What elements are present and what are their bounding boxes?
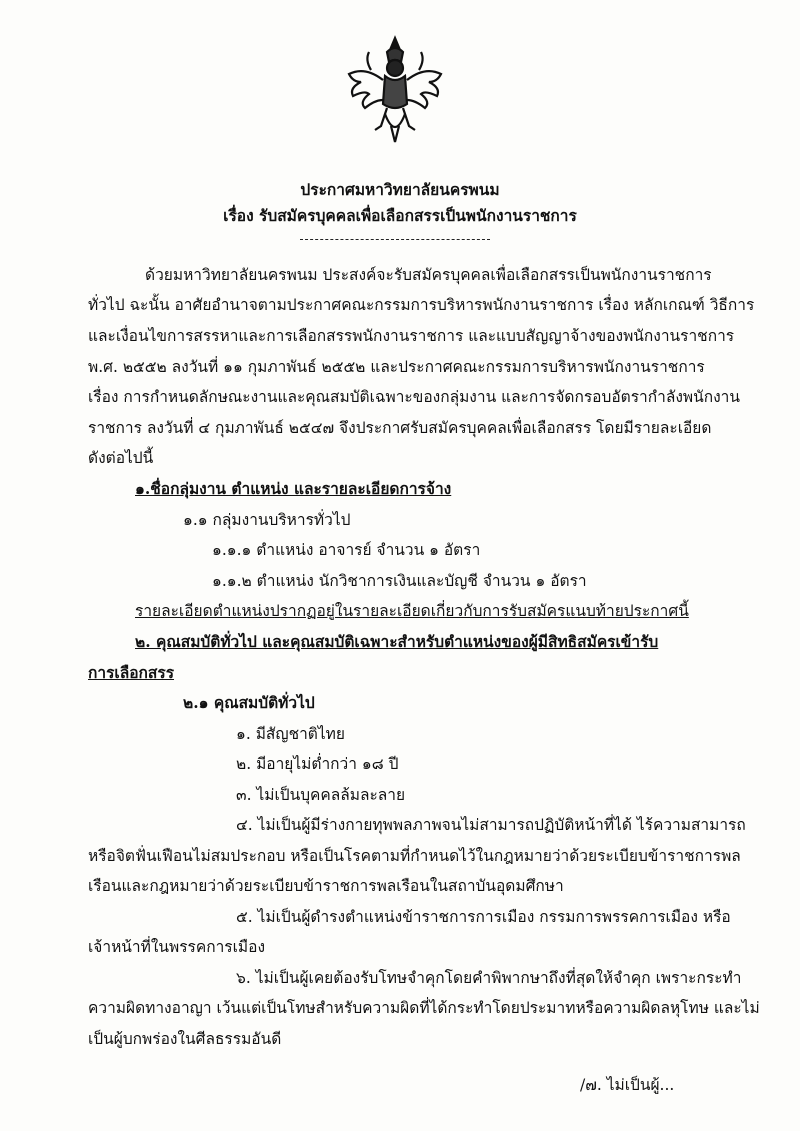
position-item: ๑.๑.๒ ตำแหน่ง นักวิชาการเงินและบัญชี จำนวน ๑ อัตรา bbox=[212, 572, 587, 590]
section-2-heading-cont: การเลือกสรร bbox=[88, 663, 175, 682]
intro-line: พ.ศ. ๒๕๕๒ ลงวันที่ ๑๑ กุมภาพันธ์ ๒๕๕๒ และประกาศคณะกรรมการบริหารพนักงานราชการ bbox=[88, 358, 705, 376]
intro-line: ด้วยมหาวิทยาลัยนครพนม ประสงค์จะรับสมัครบุคคลเพื่อเลือกสรรเป็นพนักงานราชการ bbox=[145, 266, 712, 284]
intro-line: เรื่อง การกำหนดลักษณะงานและคุณสมบัติเฉพาะของกลุ่มงาน และการจัดกรอบอัตรากำลังพนักงาน bbox=[88, 388, 740, 406]
section-2-heading: ๒. คุณสมบัติทั่วไป และคุณสมบัติเฉพาะสำหรับตำแหน่งของผู้มีสิทธิสมัครเข้ารับ bbox=[135, 632, 659, 651]
intro-line: ทั่วไป ฉะนั้น อาศัยอำนาจตามประกาศคณะกรรมการบริหารพนักงานราชการ เรื่อง หลักเกณฑ์ วิธีการ bbox=[88, 296, 755, 314]
intro-line: ดังต่อไปนี้ bbox=[88, 449, 154, 467]
qualification-item-cont: เป็นผู้บกพร่องในศีลธรรมอันดี bbox=[88, 1030, 282, 1048]
intro-line: และเงื่อนไขการสรรหาและการเลือกสรรพนักงานราชการ และแบบสัญญาจ้างของพนักงานราชการ bbox=[88, 327, 735, 345]
position-item: ๑.๑.๑ ตำแหน่ง อาจารย์ จำนวน ๑ อัตรา bbox=[212, 541, 481, 559]
section-1-note: รายละเอียดตำแหน่งปรากฏอยู่ในรายละเอียดเกี่ยวกับการรับสมัครแนบท้ายประกาศนี้ bbox=[135, 602, 689, 620]
qualification-item: ๔. ไม่เป็นผู้มีร่างกายทุพพลภาพจนไม่สามารถปฏิบัติหน้าที่ได้ ไร้ความสามารถ bbox=[236, 816, 746, 834]
document-subject: เรื่อง รับสมัครบุคคลเพื่อเลือกสรรเป็นพนักงานราชการ bbox=[223, 206, 577, 225]
qualification-item-cont: ความผิดทางอาญา เว้นแต่เป็นโทษสำหรับความผิดที่ได้กระทำโดยประมาทหรือความผิดลหุโทษ และไม่ bbox=[88, 999, 760, 1017]
qualification-item: ๒. มีอายุไม่ต่ำกว่า ๑๘ ปี bbox=[236, 755, 399, 773]
garuda-emblem-icon bbox=[335, 30, 455, 150]
qualification-item: ๓. ไม่เป็นบุคคลล้มละลาย bbox=[236, 786, 406, 804]
document-title: ประกาศมหาวิทยาลัยนครพนม bbox=[300, 180, 500, 199]
intro-line: ราชการ ลงวันที่ ๔ กุมภาพันธ์ ๒๕๔๗ จึงประกาศรับสมัครบุคคลเพื่อเลือกสรร โดยมีรายละเอียด bbox=[88, 419, 712, 437]
section-2-sub: ๒.๑ คุณสมบัติทั่วไป bbox=[183, 693, 315, 712]
qualification-item-cont: หรือจิตฟั่นเฟือนไม่สมประกอบ หรือเป็นโรคตามที่กำหนดไว้ในกฎหมายว่าด้วยระเบียบข้าราชการพล bbox=[88, 847, 741, 865]
page-continuation: /๗. ไม่เป็นผู้... bbox=[580, 1076, 675, 1094]
section-1-group: ๑.๑ กลุ่มงานบริหารทั่วไป bbox=[183, 511, 351, 529]
qualification-item-cont: เจ้าหน้าที่ในพรรคการเมือง bbox=[88, 938, 266, 956]
title-divider bbox=[300, 239, 490, 240]
qualification-item: ๑. มีสัญชาติไทย bbox=[236, 725, 345, 743]
qualification-item-cont: เรือนและกฎหมายว่าด้วยระเบียบข้าราชการพลเรือนในสถาบันอุดมศึกษา bbox=[88, 877, 564, 895]
qualification-item: ๖. ไม่เป็นผู้เคยต้องรับโทษจำคุกโดยคำพิพากษาถึงที่สุดให้จำคุก เพราะกระทำ bbox=[236, 969, 742, 987]
qualification-item: ๕. ไม่เป็นผู้ดำรงตำแหน่งข้าราชการการเมือง กรรมการพรรคการเมือง หรือ bbox=[236, 908, 731, 926]
section-1-heading: ๑.ชื่อกลุ่มงาน ตำแหน่ง และรายละเอียดการจ้าง bbox=[135, 479, 452, 498]
